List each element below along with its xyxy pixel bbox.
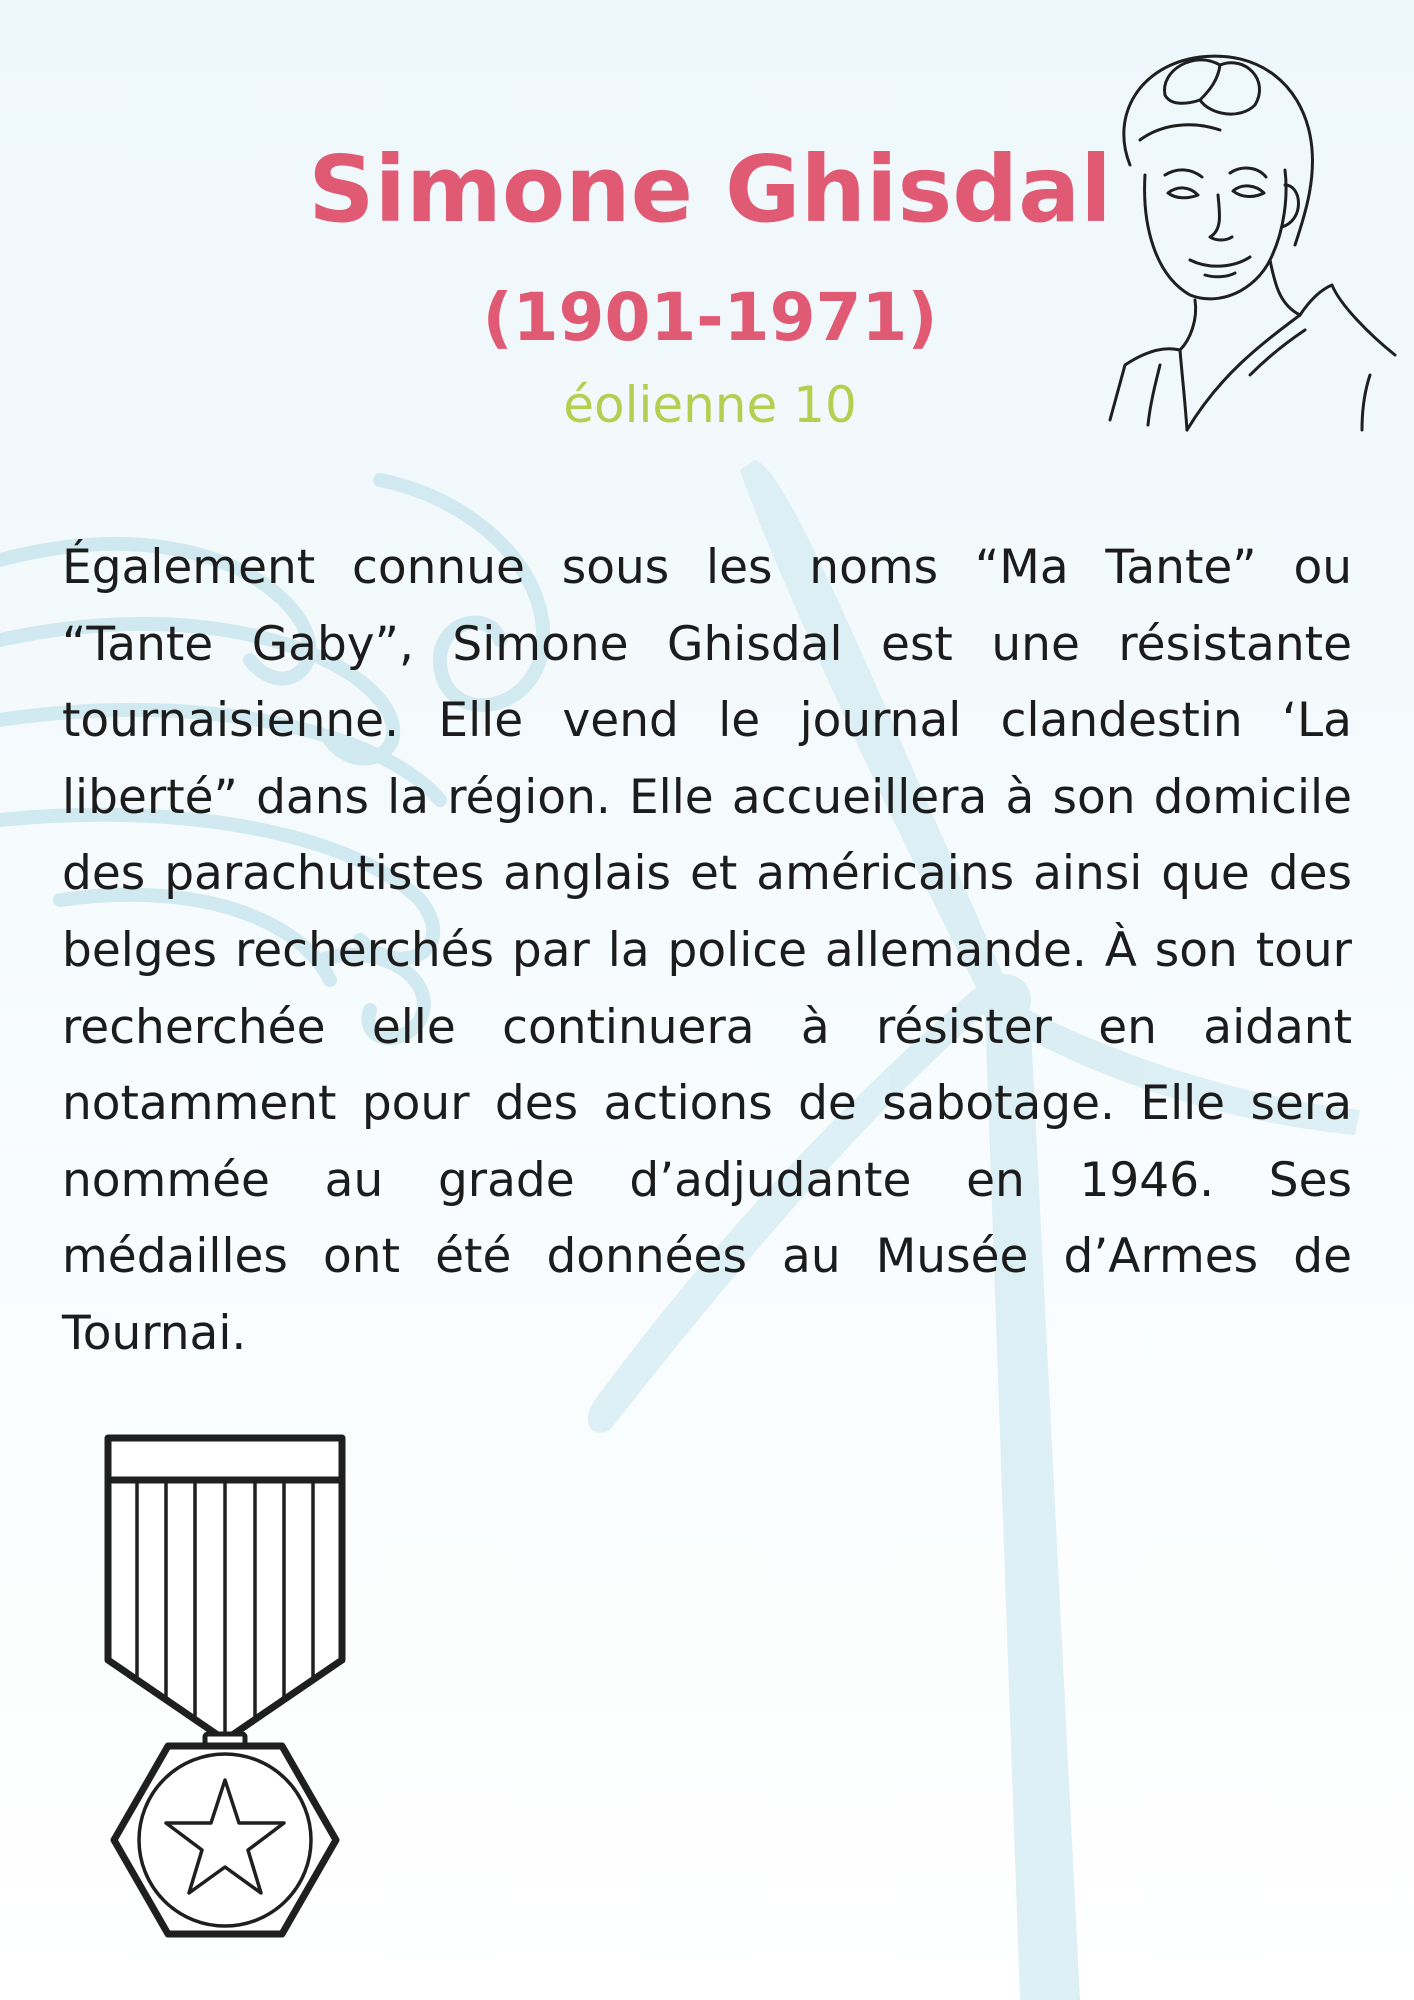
star-medal-icon	[100, 1430, 350, 1940]
person-name-title: Simone Ghisdal	[308, 136, 1112, 243]
turbine-label: éolienne 10	[563, 376, 857, 434]
biography-paragraph: Également connue sous les noms “Ma Tante” ou “Tante Gaby”, Simone Ghisdal est une résistante tournaisienne. Elle vend le journal clandestin ‘La liberté” dans la région. Elle accueillera à son domicile des parachutistes anglais et américains ainsi que des belges recherchés par la police allemande. À son tour recherchée elle continuera à résister en aidant notamment pour des actions de sabotage. Elle sera nommée au grade d’adjudante en 1946. Ses médailles ont été données au Musée d’Armes de Tournai.	[62, 540, 1352, 1361]
life-dates: (1901-1971)	[482, 279, 938, 356]
